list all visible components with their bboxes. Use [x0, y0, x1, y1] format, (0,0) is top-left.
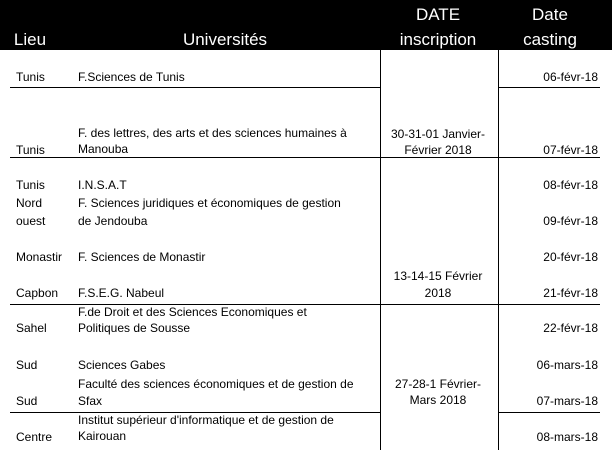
row-4-universite-line2: de Jendouba — [78, 214, 148, 228]
row-5-universite: F. Sciences de Monastir — [78, 250, 206, 264]
row-9-casting: 07-mars-18 — [536, 394, 598, 408]
row-9-universite-line1: Faculté des sciences économiques et de gestion de — [78, 377, 354, 391]
row-3-lieu: Tunis — [16, 178, 45, 192]
row-9-lieu: Sud — [16, 394, 38, 408]
date-group-1-line1: 30-31-01 Janvier- — [390, 127, 486, 141]
row-6-casting: 21-févr-18 — [543, 286, 598, 300]
grid-line-row-1 — [10, 87, 380, 88]
date-group-1-line2: Février 2018 — [404, 143, 472, 157]
row-6-lieu: Capbon — [16, 286, 59, 300]
date-group-2-line1: 13-14-15 Février — [393, 269, 483, 283]
row-1-casting: 06-févr-18 — [543, 70, 598, 84]
grid-vertical-left-date — [380, 50, 381, 450]
row-2-universite-line1: F. des lettres, des arts et des sciences humaines à — [78, 126, 347, 140]
row-7-lieu: Sahel — [16, 321, 47, 335]
row-8-lieu: Sud — [16, 358, 38, 372]
row-8-universite: Sciences Gabes — [78, 358, 166, 372]
header-date-casting-2: casting — [523, 30, 577, 49]
row-7-universite-line2: Politiques de Sousse — [78, 321, 191, 335]
date-group-3-line1: 27-28-1 Février- — [394, 377, 482, 391]
row-6-universite: F.S.E.G. Nabeul — [78, 286, 165, 300]
row-5-lieu: Monastir — [16, 250, 63, 264]
row-4-lieu-line2: ouest — [16, 214, 46, 228]
row-2-universite-line2: Manouba — [78, 142, 129, 156]
date-group-2-line2: 2018 — [424, 286, 452, 300]
row-7-universite-line1: F.de Droit et des Sciences Economiques et — [78, 305, 307, 319]
header-universites: Universités — [182, 30, 268, 49]
row-3-casting: 08-févr-18 — [543, 178, 598, 192]
row-2-casting: 07-févr-18 — [543, 143, 598, 157]
grid-line-row-9b — [498, 412, 600, 413]
row-5-casting: 20-févr-18 — [543, 250, 598, 264]
grid-line-row-2 — [10, 157, 600, 158]
row-1-universite: F.Sciences de Tunis — [78, 70, 185, 84]
header-date-inscription-2: inscription — [399, 30, 477, 49]
row-9-universite-line2: Sfax — [78, 394, 103, 408]
header-lieu: Lieu — [13, 30, 47, 49]
row-10-universite-line1: Institut supérieur d'informatique et de gestion de — [78, 413, 334, 427]
row-10-universite-line2: Kairouan — [78, 429, 127, 443]
row-3-universite: I.N.S.A.T — [78, 178, 127, 192]
row-1-lieu: Tunis — [16, 70, 45, 84]
row-4-lieu-line1: Nord — [16, 196, 43, 210]
row-10-casting: 08-mars-18 — [536, 430, 598, 444]
date-group-3-line2: Mars 2018 — [409, 393, 467, 407]
grid-line-row-1b — [498, 87, 600, 88]
row-10-lieu: Centre — [16, 430, 53, 444]
row-7-casting: 22-févr-18 — [543, 321, 598, 335]
row-4-casting: 09-févr-18 — [543, 214, 598, 228]
row-8-casting: 06-mars-18 — [536, 358, 598, 372]
header-date-inscription-1: DATE — [415, 5, 461, 24]
row-2-lieu: Tunis — [16, 143, 45, 157]
row-4-universite-line1: F. Sciences juridiques et économiques de gestion — [78, 196, 341, 210]
grid-vertical-right-date — [498, 50, 499, 450]
header-date-casting-1: Date — [532, 5, 568, 24]
